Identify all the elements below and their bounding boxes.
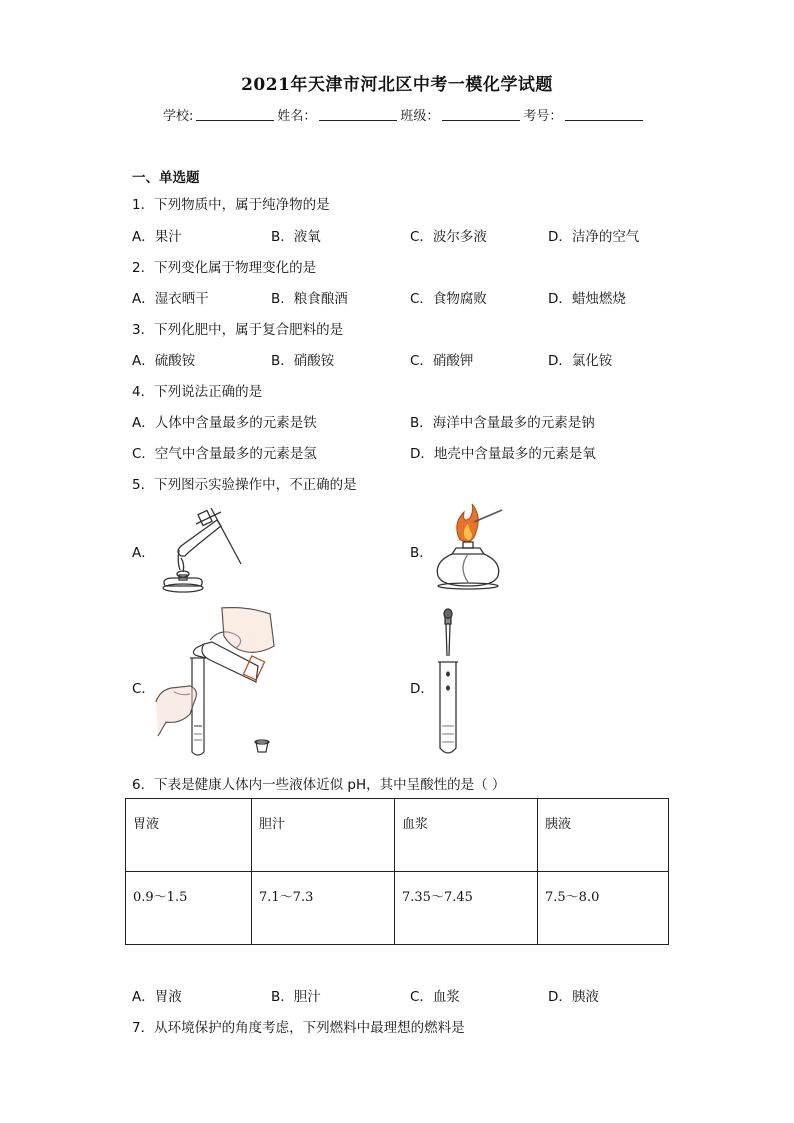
table-cell: 7.5～8.0 — [538, 872, 669, 945]
question-5: 5．下列图示实验操作中，不正确的是 — [132, 477, 357, 493]
table-cell: 胆汁 — [252, 799, 395, 872]
table-cell: 0.9～1.5 — [126, 872, 252, 945]
q4-option-c: C．空气中含量最多的元素是氢 — [132, 446, 317, 462]
q2-option-d: D．蜡烛燃烧 — [548, 291, 626, 307]
number-label: 考号： — [523, 109, 563, 124]
q6-option-c: C．血浆 — [410, 989, 460, 1005]
question-6: 6．下表是健康人体内一些液体近似 pH，其中呈酸性的是（ ） — [132, 777, 506, 793]
question-2: 2．下列变化属于物理变化的是 — [132, 260, 317, 276]
q4-option-d: D．地壳中含量最多的元素是氧 — [410, 446, 596, 462]
q4-option-b: B．海洋中含量最多的元素是钠 — [410, 415, 595, 431]
question-3: 3．下列化肥中，属于复合肥料的是 — [132, 322, 344, 338]
question-4: 4．下列说法正确的是 — [132, 384, 263, 400]
q3-option-a: A．硫酸铵 — [132, 353, 196, 369]
question-1: 1．下列物质中，属于纯净物的是 — [132, 197, 330, 213]
q1-option-c: C．波尔多液 — [410, 229, 487, 245]
q5-option-b: B． — [410, 545, 433, 561]
figure-b-alcohol-lamp — [430, 502, 510, 592]
class-label: 班级： — [400, 109, 440, 124]
table-cell: 7.35～7.45 — [395, 872, 538, 945]
q1-option-b: B．液氧 — [271, 229, 321, 245]
class-blank — [442, 108, 520, 121]
school-label: 学校: — [163, 109, 194, 124]
q2-option-a: A．湿衣晒干 — [132, 291, 209, 307]
figure-c-pouring-liquid — [152, 606, 292, 756]
question-7: 7．从环境保护的角度考虑，下列燃料中最理想的燃料是 — [132, 1020, 465, 1036]
page-title: 2021年天津市河北区中考一模化学试题 — [241, 75, 553, 95]
figure-d-dropper — [432, 608, 464, 758]
q3-option-c: C．硝酸钾 — [410, 353, 474, 369]
q6-option-d: D．胰液 — [548, 989, 599, 1005]
q3-option-b: B．硝酸铵 — [271, 353, 335, 369]
ph-table — [125, 798, 669, 945]
table-cell: 胃液 — [126, 799, 252, 872]
student-info-line — [163, 105, 646, 124]
q1-option-d: D．洁净的空气 — [548, 229, 640, 245]
q6-option-b: B．胆汁 — [271, 989, 321, 1005]
q3-option-d: D．氯化铵 — [548, 353, 613, 369]
table-row-header — [126, 799, 669, 872]
q2-option-b: B．粮食酿酒 — [271, 291, 348, 307]
table-row-values — [126, 872, 669, 945]
table-cell: 7.1～7.3 — [252, 872, 395, 945]
q5-option-a: A． — [132, 545, 155, 561]
q1-option-a: A．果汁 — [132, 229, 182, 245]
q6-option-a: A．胃液 — [132, 989, 182, 1005]
name-label: 姓名： — [277, 109, 317, 124]
q5-option-d: D． — [410, 681, 434, 697]
q5-option-c: C． — [132, 681, 155, 697]
name-blank — [319, 108, 397, 121]
school-blank — [196, 108, 274, 121]
table-cell: 胰液 — [538, 799, 669, 872]
number-blank — [565, 108, 643, 121]
figure-a-heating-test-tube — [155, 500, 255, 598]
q4-option-a: A．人体中含量最多的元素是铁 — [132, 415, 317, 431]
q2-option-c: C．食物腐败 — [410, 291, 487, 307]
section-heading: 一、单选题 — [132, 170, 200, 186]
table-cell: 血浆 — [395, 799, 538, 872]
